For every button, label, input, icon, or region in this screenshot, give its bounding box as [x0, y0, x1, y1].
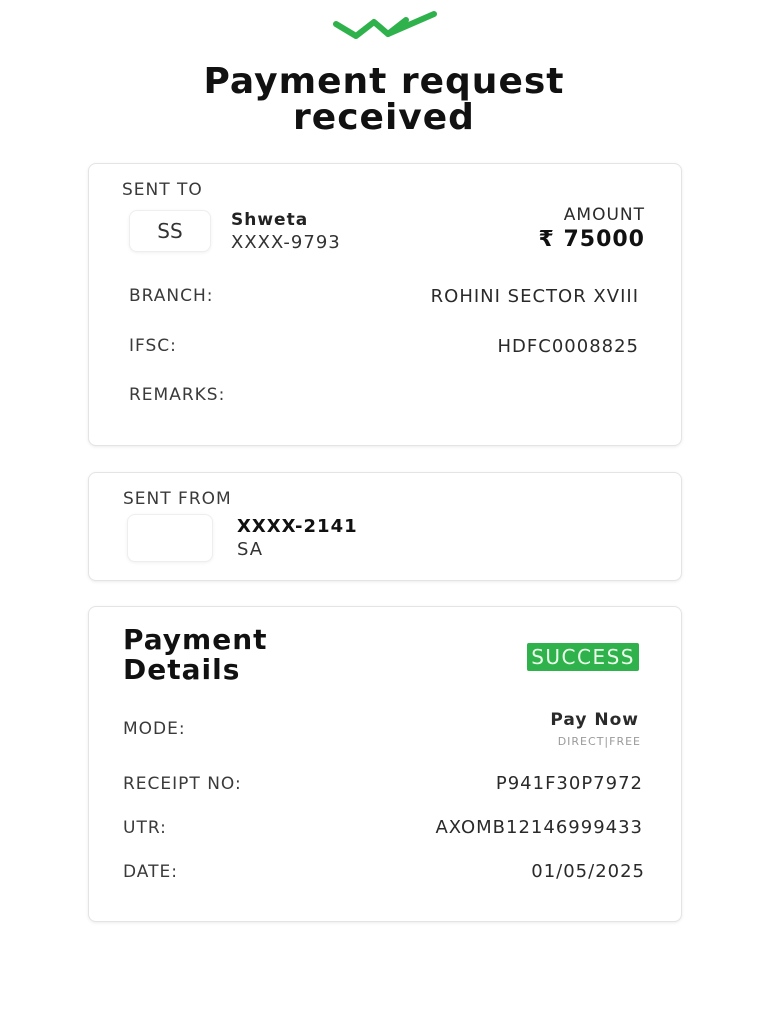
receipt-label: RECEIPT NO:	[123, 774, 242, 794]
title-line-1: Payment request	[203, 61, 565, 102]
payment-details-title	[123, 625, 268, 685]
ifsc-label: IFSC:	[129, 336, 177, 356]
payment-title-line-1: Payment	[123, 623, 268, 656]
page-title	[0, 61, 768, 138]
sender-avatar	[127, 514, 213, 562]
mode-value: Pay Now	[550, 710, 639, 730]
branch-label: BRANCH:	[129, 286, 214, 306]
checkmark-logo-icon	[330, 8, 442, 46]
recipient-name: Shweta	[231, 210, 309, 230]
branch-value: ROHINI SECTOR XVIII	[430, 286, 639, 307]
date-value: 01/05/2025	[531, 861, 645, 882]
payment-title-line-2: Details	[123, 653, 241, 686]
recipient-account: XXXX-9793	[231, 232, 341, 253]
amount-label: AMOUNT	[563, 205, 645, 225]
remarks-label: REMARKS:	[129, 385, 226, 405]
sender-name: SA	[237, 539, 264, 560]
date-label: DATE:	[123, 862, 178, 882]
receipt-value: P941F30P7972	[495, 773, 643, 794]
sent-from-label: SENT FROM	[123, 489, 232, 509]
sent-to-card	[88, 163, 682, 446]
amount-value: ₹ 75000	[538, 227, 645, 252]
sent-from-card	[88, 472, 682, 581]
mode-label: MODE:	[123, 719, 186, 739]
mode-sub-value: DIRECT|FREE	[557, 735, 641, 748]
payment-details-card	[88, 606, 682, 922]
utr-label: UTR:	[123, 818, 167, 838]
title-line-2: received	[293, 97, 475, 138]
recipient-avatar: SS	[129, 210, 211, 252]
status-badge: SUCCESS	[527, 643, 639, 671]
utr-value: AXOMB12146999433	[435, 817, 643, 838]
ifsc-value: HDFC0008825	[497, 336, 639, 357]
sent-to-label: SENT TO	[122, 180, 203, 200]
sender-account: XXXX-2141	[237, 516, 358, 537]
